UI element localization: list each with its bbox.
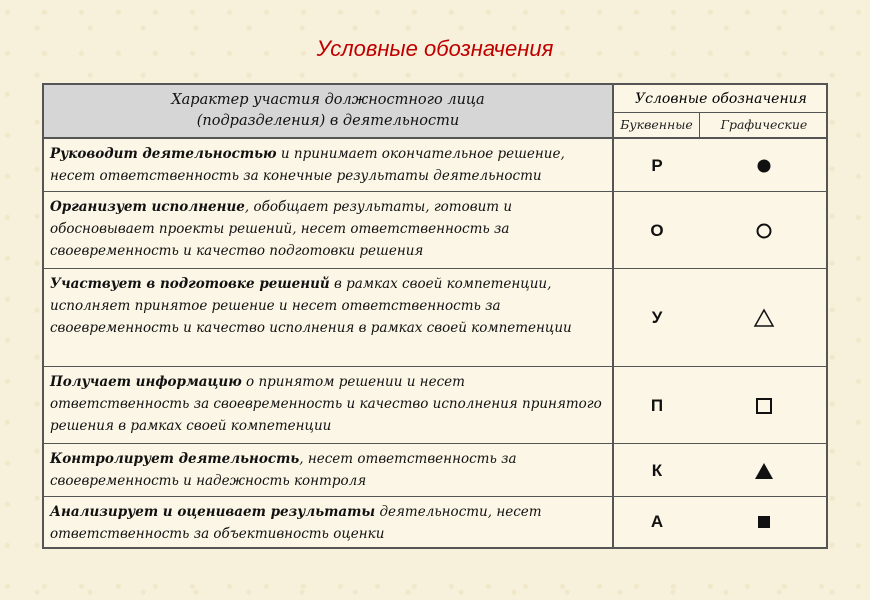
row-description-bold: Руководит деятельностью xyxy=(50,146,277,162)
page-title: Условные обозначения xyxy=(316,36,554,61)
header-letter-column: Буквенные xyxy=(614,113,700,137)
table-row xyxy=(44,139,826,192)
filled-circle-icon xyxy=(700,139,828,192)
table-row xyxy=(44,269,826,367)
table-row xyxy=(44,367,826,444)
row-description-bold: Анализирует и оценивает результаты xyxy=(50,504,376,520)
row-letter: Р xyxy=(651,155,663,175)
row-description-bold: Участвует в подготовке решений xyxy=(50,276,330,292)
filled-square-icon xyxy=(700,497,828,547)
legend-table xyxy=(42,83,828,549)
header-designations-title: Условные обозначения xyxy=(614,85,828,113)
hollow-triangle-icon xyxy=(700,269,828,367)
row-letter: У xyxy=(651,308,663,327)
header-designations xyxy=(614,85,828,139)
row-description xyxy=(44,139,614,192)
filled-triangle-icon xyxy=(700,444,828,497)
row-description-text: деятельности, несет ответственность за объективность оценки xyxy=(50,504,542,542)
row-description-bold: Получает информацию xyxy=(50,374,242,390)
row-description xyxy=(44,444,614,497)
hollow-square-icon xyxy=(700,367,828,444)
row-description xyxy=(44,367,614,444)
row-description-text: , обобщает результаты, готовит и обосновывает проекты решений, несет ответственность за своевременность и качество подготовки решения xyxy=(50,199,513,259)
header-description-line1: Характер участия должностного лица xyxy=(171,92,485,108)
header-description xyxy=(44,85,614,139)
table-row xyxy=(44,497,826,547)
row-letter: А xyxy=(650,512,664,531)
row-description-text: и принимает окончательное решение, несет ответственность за конечные результаты деятельности xyxy=(50,146,565,184)
row-description xyxy=(44,497,614,547)
row-description xyxy=(44,192,614,269)
row-description-bold: Организует исполнение xyxy=(50,199,245,215)
row-description-text: , несет ответственность за своевременность и надежность контроля xyxy=(50,451,517,489)
table-row xyxy=(44,192,826,269)
row-letter: П xyxy=(650,395,664,415)
hollow-circle-icon xyxy=(700,192,828,269)
header-graphic-column: Графические xyxy=(720,117,808,132)
table-row xyxy=(44,444,826,497)
row-description-text: в рамках своей компетенции, исполняет принятое решение и несет ответственность за своевременность и качество исполнения в рамках своей компетенции xyxy=(50,276,572,336)
header-description-line2: (подразделения) в деятельности xyxy=(196,113,460,129)
row-letter: О xyxy=(650,220,664,240)
row-letter: К xyxy=(651,460,663,480)
row-description-bold: Контролирует деятельность xyxy=(50,451,300,467)
row-description-text: о принятом решении и несет ответственность за своевременность и качество исполнения принятого решения в рамках своей компетенции xyxy=(50,374,602,434)
row-description xyxy=(44,269,614,367)
